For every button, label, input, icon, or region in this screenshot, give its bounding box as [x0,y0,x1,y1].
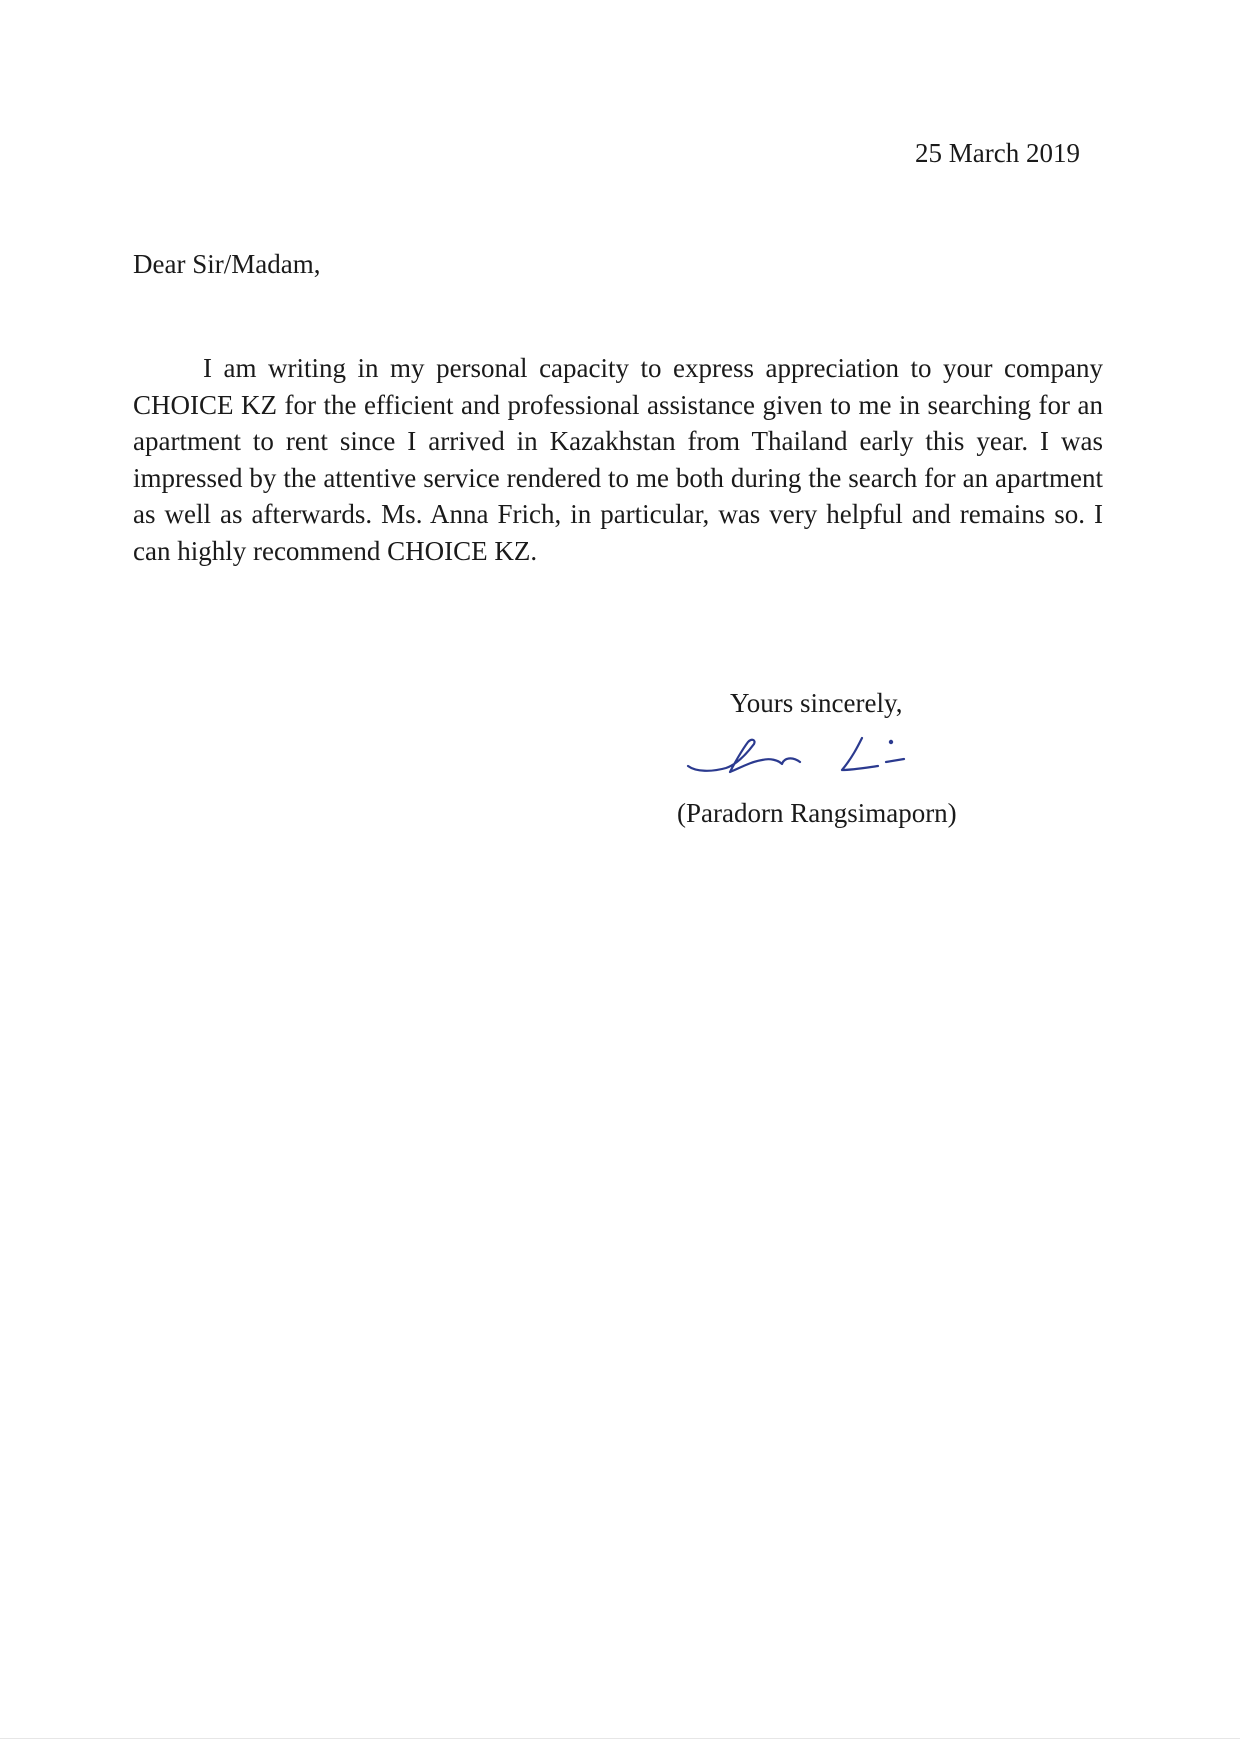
letter-body: I am writing in my personal capacity to express appreciation to your company CHOICE KZ for the efficient and professional assistance given to me in searching for an apartment to rent since I arrived in Kazakhstan from Thailand early this year. I was impressed by the attentive service rendered to me both during the search for an apartment as well as afterwards. Ms. Anna Frich, in particular, was very helpful and remains so. I can highly recommend CHOICE KZ. [133,353,1103,566]
letter-closing: Yours sincerely, [730,688,903,718]
handwritten-signature [682,728,922,788]
scan-edge-divider [0,1738,1240,1739]
signer-name: (Paradorn Rangsimaporn) [677,798,957,828]
letter-salutation: Dear Sir/Madam, [133,249,321,279]
letter-date: 25 March 2019 [915,138,1080,168]
